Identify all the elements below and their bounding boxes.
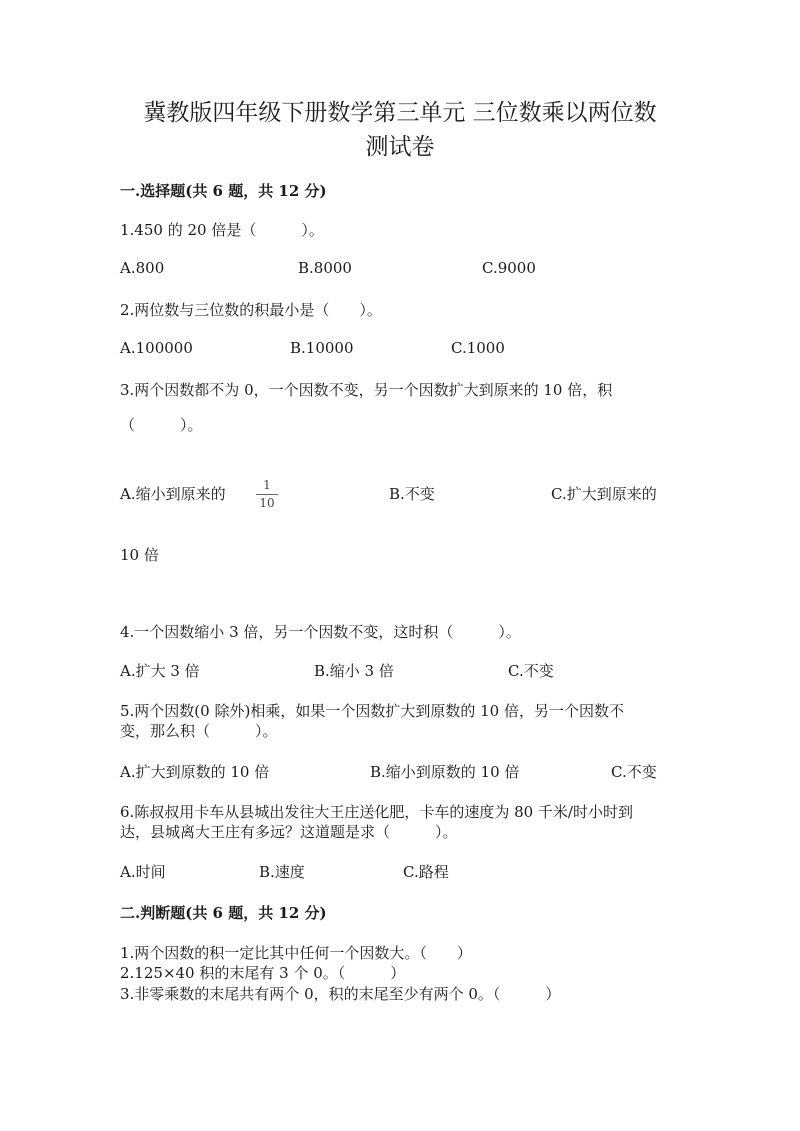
- question-4-option-b: B.缩小 3 倍: [314, 662, 394, 680]
- question-3-option-c: C.扩大到原来的: [551, 485, 657, 503]
- question-3-stem-line1: 3.两个因数都不为 0，一个因数不变，另一个因数扩大到原来的 10 倍，积: [120, 381, 613, 399]
- true-false-item-1: 1.两个因数的积一定比其中任何一个因数大。（ ）: [120, 944, 472, 962]
- question-3-option-a: A.缩小到原来的: [120, 485, 226, 503]
- question-2-stem: 2.两位数与三位数的积最小是（ ）。: [120, 301, 382, 319]
- fraction-bar: [256, 494, 278, 495]
- question-4-option-c: C.不变: [508, 662, 554, 680]
- question-5-option-b: B.缩小到原数的 10 倍: [370, 763, 520, 781]
- page-title-line1: 冀教版四年级下册数学第三单元 三位数乘以两位数: [143, 100, 657, 126]
- question-4-option-a: A.扩大 3 倍: [120, 662, 200, 680]
- question-2-option-c: C.1000: [451, 339, 505, 357]
- true-false-item-2: 2.125×40 积的末尾有 3 个 0。（ ）: [120, 964, 406, 982]
- question-4-stem: 4.一个因数缩小 3 倍，另一个因数不变，这时积（ ）。: [120, 623, 521, 641]
- question-6-stem-line1: 6.陈叔叔用卡车从县城出发往大王庄送化肥，卡车的速度为 80 千米/时小时到: [120, 803, 633, 821]
- question-6-option-c: C.路程: [403, 863, 449, 881]
- fraction-one-tenth: [256, 478, 278, 511]
- fraction-denominator: 10: [259, 496, 275, 510]
- question-2-option-a: A.100000: [120, 339, 193, 357]
- question-5-option-c: C.不变: [611, 763, 657, 781]
- question-1-option-a: A.800: [120, 259, 165, 277]
- question-6-option-b: B.速度: [259, 863, 305, 881]
- section-heading-choice: 一.选择题(共 6 题，共 12 分): [120, 182, 327, 200]
- question-2-option-b: B.10000: [290, 339, 354, 357]
- question-6-option-a: A.时间: [120, 863, 166, 881]
- question-5-stem-line2: 变，那么积（ ）。: [120, 722, 278, 740]
- question-3-option-b: B.不变: [389, 485, 435, 503]
- question-3-option-c-continued: 10 倍: [120, 546, 159, 564]
- question-1-option-c: C.9000: [482, 259, 536, 277]
- question-1-stem: 1.450 的 20 倍是（ ）。: [120, 221, 324, 239]
- fraction-numerator: 1: [263, 478, 271, 492]
- true-false-item-3: 3.非零乘数的末尾共有两个 0，积的末尾至少有两个 0。（ ）: [120, 985, 561, 1003]
- question-5-stem-line1: 5.两个因数(0 除外)相乘，如果一个因数扩大到原数的 10 倍，另一个因数不: [120, 702, 624, 720]
- page-title-line2: 测试卷: [365, 134, 435, 160]
- question-5-option-a: A.扩大到原数的 10 倍: [120, 763, 270, 781]
- section-heading-true-false: 二.判断题(共 6 题，共 12 分): [120, 904, 327, 922]
- question-6-stem-line2: 达，县城离大王庄有多远？这道题是求（ ）。: [120, 823, 458, 841]
- question-3-stem-line2: （ ）。: [120, 416, 203, 434]
- question-1-option-b: B.8000: [298, 259, 352, 277]
